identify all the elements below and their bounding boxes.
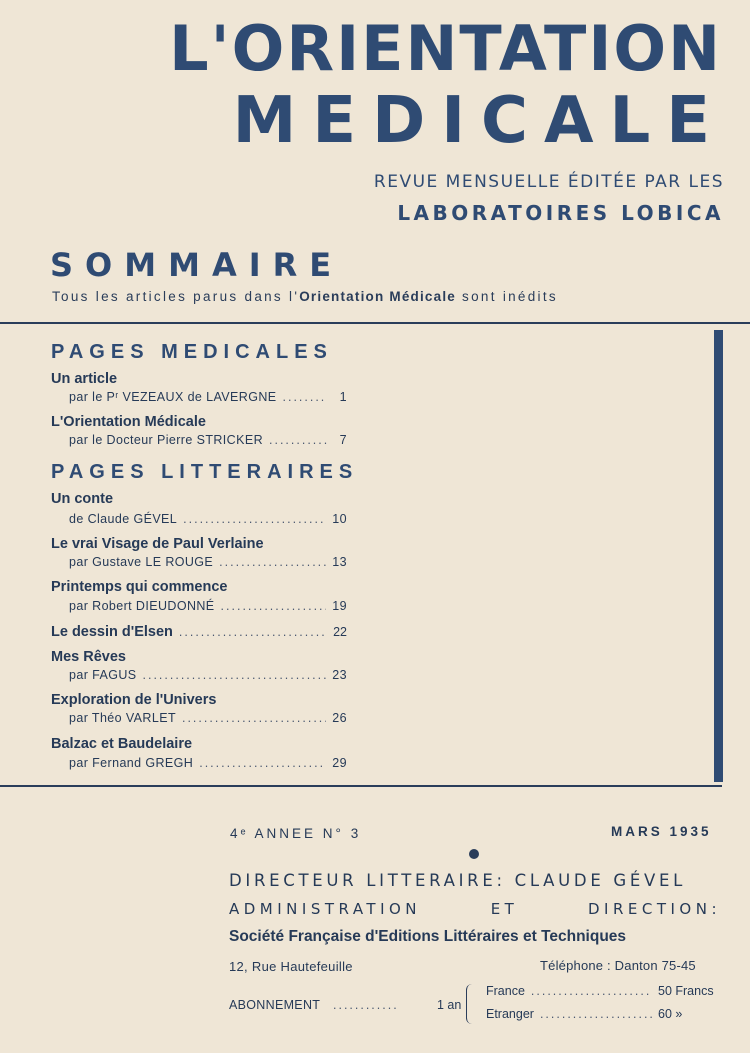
article-byline: par Robert DIEUDONNÉ bbox=[69, 599, 215, 613]
issue-date: MARS 1935 bbox=[611, 824, 712, 839]
dot-leader bbox=[179, 625, 327, 639]
dot-leader bbox=[221, 599, 327, 613]
article-byline-row bbox=[69, 512, 347, 526]
dot-leader bbox=[199, 756, 326, 770]
dot-leader bbox=[269, 433, 327, 447]
dot-leader bbox=[182, 711, 326, 725]
article-byline: de Claude GÉVEL bbox=[69, 512, 178, 526]
article-page: 29 bbox=[332, 756, 347, 770]
section-heading-medical: PAGES MEDICALES bbox=[51, 341, 333, 363]
dot-leader bbox=[219, 555, 326, 569]
article-byline-row bbox=[69, 433, 347, 447]
price-region: France bbox=[486, 984, 525, 998]
dot-leader bbox=[531, 984, 652, 998]
article-inline-row bbox=[51, 624, 347, 640]
article-byline-row bbox=[69, 711, 347, 725]
literary-director: DIRECTEUR LITTERAIRE: CLAUDE GÉVEL bbox=[229, 871, 687, 890]
subscription-label: ABONNEMENT bbox=[229, 998, 321, 1012]
tagline-publication-name: Orientation Médicale bbox=[299, 289, 456, 304]
publisher-address: 12, Rue Hautefeuille bbox=[229, 959, 353, 974]
sommaire-tagline bbox=[52, 289, 558, 304]
article-title: Un article bbox=[51, 371, 118, 387]
article-page: 13 bbox=[332, 555, 347, 569]
article-page: 23 bbox=[332, 668, 347, 682]
article-title: Le dessin d'Elsen bbox=[51, 624, 173, 640]
price-region: Etranger bbox=[486, 1007, 534, 1021]
article-byline: par Théo VARLET bbox=[69, 711, 176, 725]
article-byline: par Fernand GREGH bbox=[69, 756, 194, 770]
article-page: 22 bbox=[333, 625, 347, 639]
article-byline-row bbox=[69, 668, 347, 682]
top-divider bbox=[0, 322, 750, 324]
masthead-title-line2: MEDICALE bbox=[232, 84, 726, 158]
publisher-company: Société Française d'Editions Littéraires et Techniques bbox=[229, 928, 627, 945]
masthead-subtitle-line2: LABORATOIRES LOBICA bbox=[397, 201, 724, 225]
article-title: Balzac et Baudelaire bbox=[51, 736, 193, 752]
dot-leader bbox=[183, 512, 326, 526]
ornament-dot bbox=[469, 849, 479, 859]
article-page: 26 bbox=[332, 711, 347, 725]
article-byline: par le Pʳ VEZEAUX de LAVERGNE bbox=[69, 390, 277, 404]
section-heading-literary: PAGES LITTERAIRES bbox=[51, 461, 359, 483]
dot-leader bbox=[283, 390, 328, 404]
article-byline: par Gustave LE ROUGE bbox=[69, 555, 214, 569]
price-row-etranger bbox=[486, 1007, 722, 1021]
masthead-title-line1: L'ORIENTATION bbox=[169, 12, 722, 85]
masthead-subtitle-line1: REVUE MENSUELLE ÉDITÉE PAR LES bbox=[373, 172, 724, 192]
admin-word: DIRECTION: bbox=[587, 900, 721, 918]
article-page: 7 bbox=[339, 433, 347, 447]
article-title: Le vrai Visage de Paul Verlaine bbox=[51, 536, 264, 552]
article-title: Mes Rêves bbox=[51, 649, 126, 665]
article-byline-row bbox=[69, 555, 347, 569]
article-page: 10 bbox=[332, 512, 347, 526]
tagline-prefix: Tous les articles parus dans l' bbox=[52, 289, 300, 304]
article-title: Printemps qui commence bbox=[51, 579, 228, 595]
price-row-france bbox=[486, 984, 722, 998]
dot-leader bbox=[540, 1007, 652, 1021]
article-byline-row bbox=[69, 756, 347, 770]
admin-word: ADMINISTRATION bbox=[229, 900, 422, 918]
sommaire-heading: SOMMAIRE bbox=[50, 246, 344, 284]
article-byline: par FAGUS bbox=[69, 668, 137, 682]
subscription-dot-leader: ............ bbox=[333, 998, 399, 1012]
administration-line bbox=[229, 900, 721, 918]
price-amount: 50 Francs bbox=[658, 984, 714, 998]
publisher-phone: Téléphone : Danton 75-45 bbox=[540, 958, 696, 973]
article-page: 1 bbox=[339, 390, 347, 404]
tagline-suffix: sont inédits bbox=[456, 289, 558, 304]
article-title: L'Orientation Médicale bbox=[51, 414, 206, 430]
article-byline-row bbox=[69, 599, 347, 613]
article-title: Exploration de l'Univers bbox=[51, 692, 217, 708]
admin-word: ET bbox=[490, 900, 519, 918]
bottom-divider bbox=[0, 785, 722, 787]
article-page: 19 bbox=[332, 599, 347, 613]
issue-number: 4ᵉ ANNEE N° 3 bbox=[230, 826, 362, 841]
subscription-duration: 1 an bbox=[437, 998, 462, 1012]
price-amount: 60 » bbox=[658, 1007, 683, 1021]
article-byline-row bbox=[69, 390, 347, 404]
toc-side-bar bbox=[714, 330, 723, 782]
article-byline: par le Docteur Pierre STRICKER bbox=[69, 433, 264, 447]
subscription-brace bbox=[466, 984, 475, 1024]
article-title: Un conte bbox=[51, 491, 114, 507]
dot-leader bbox=[143, 668, 327, 682]
